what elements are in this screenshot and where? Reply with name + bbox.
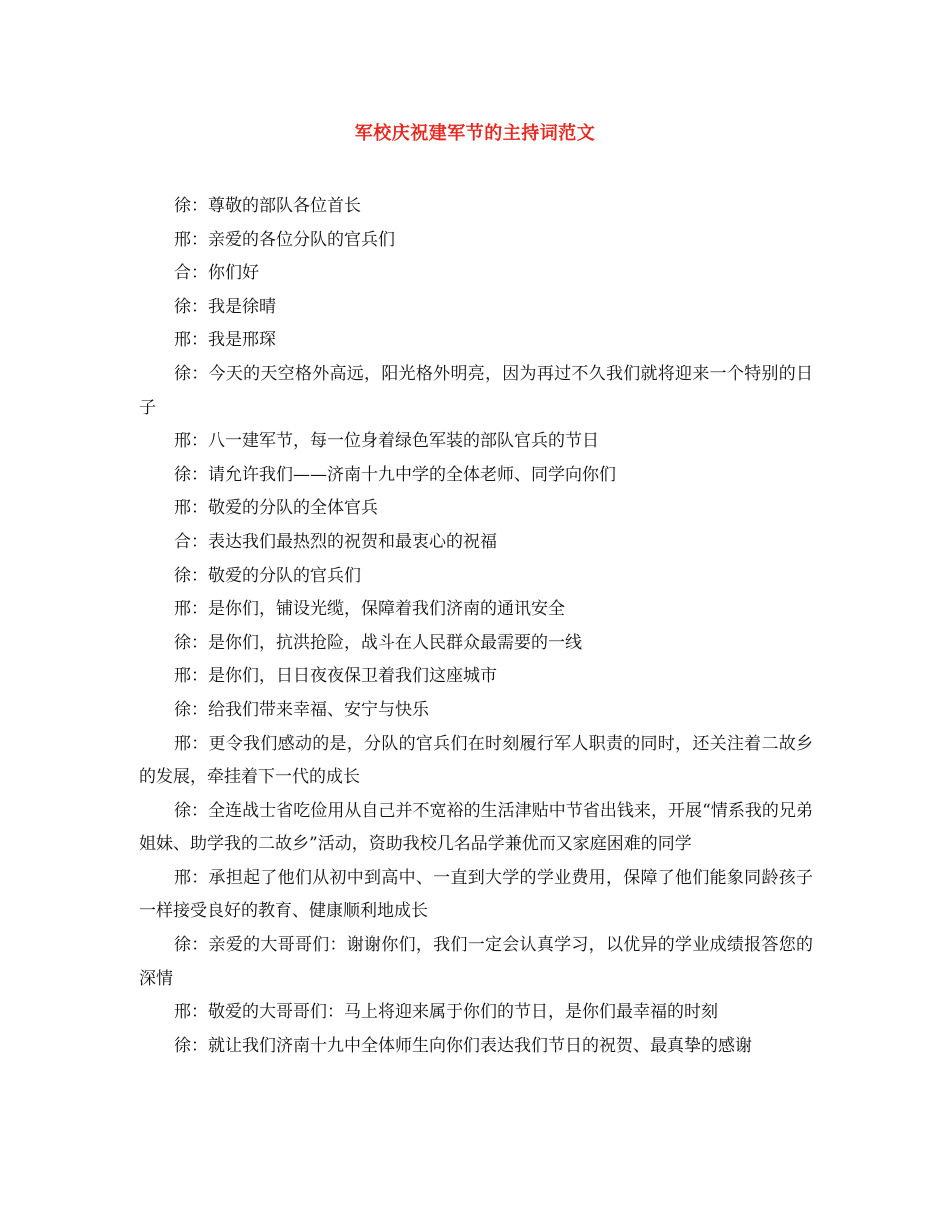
- paragraph: 邢：是你们，铺设光缆，保障着我们济南的通讯安全: [174, 599, 565, 620]
- paragraph: 邢：八一建军节，每一位身着绿色军装的部队官兵的节日: [174, 431, 599, 452]
- paragraph: 邢：更令我们感动的是，分队的官兵们在时刻履行军人职责的同时，还关注着二故乡的发展，牵挂着下一代的成长: [139, 733, 813, 788]
- paragraph: 徐：今天的天空格外高远，阳光格外明亮，因为再过不久我们就将迎来一个特别的日子: [139, 363, 813, 418]
- paragraph: 邢：我是邢琛: [174, 330, 276, 351]
- paragraph: 合：你们好: [174, 263, 259, 284]
- paragraph: 邢：敬爱的大哥哥们：马上将迎来属于你们的节日，是你们最幸福的时刻: [174, 1002, 718, 1023]
- document-body: [139, 190, 813, 1063]
- page-title: 军校庆祝建军节的主持词范文: [354, 123, 596, 144]
- paragraph: 徐：给我们带来幸福、安宁与快乐: [174, 699, 429, 720]
- paragraph: 徐：我是徐晴: [174, 296, 276, 317]
- paragraph: 徐：全连战士省吃俭用从自己并不宽裕的生活津贴中节省出钱来，开展“情系我的兄弟姐妹、助学我的二故乡”活动，资助我校几名品学兼优而又家庭困难的同学: [139, 800, 813, 855]
- paragraph: 徐：亲爱的大哥哥们：谢谢你们，我们一定会认真学习，以优异的学业成绩报答您的深情: [139, 935, 813, 989]
- paragraph: 邢：敬爱的分队的全体官兵: [174, 498, 378, 519]
- paragraph: 徐：敬爱的分队的官兵们: [174, 565, 361, 586]
- paragraph: 徐：是你们，抗洪抢险，战斗在人民群众最需要的一线: [174, 632, 582, 653]
- paragraph: 邢：是你们，日日夜夜保卫着我们这座城市: [174, 666, 497, 687]
- paragraph: 徐：就让我们济南十九中全体师生向你们表达我们节日的祝贺、最真挚的感谢: [174, 1035, 752, 1056]
- paragraph: 邢：亲爱的各位分队的官兵们: [174, 229, 395, 250]
- paragraph: 徐：请允许我们——济南十九中学的全体老师、同学向你们: [174, 464, 616, 485]
- paragraph: 徐：尊敬的部队各位首长: [174, 196, 361, 216]
- paragraph: 邢：承担起了他们从初中到高中、一直到大学的学业费用，保障了他们能象同龄孩子一样接受良好的教育、健康顺利地成长: [139, 867, 813, 922]
- paragraph: 合：表达我们最热烈的祝贺和最衷心的祝福: [174, 531, 497, 552]
